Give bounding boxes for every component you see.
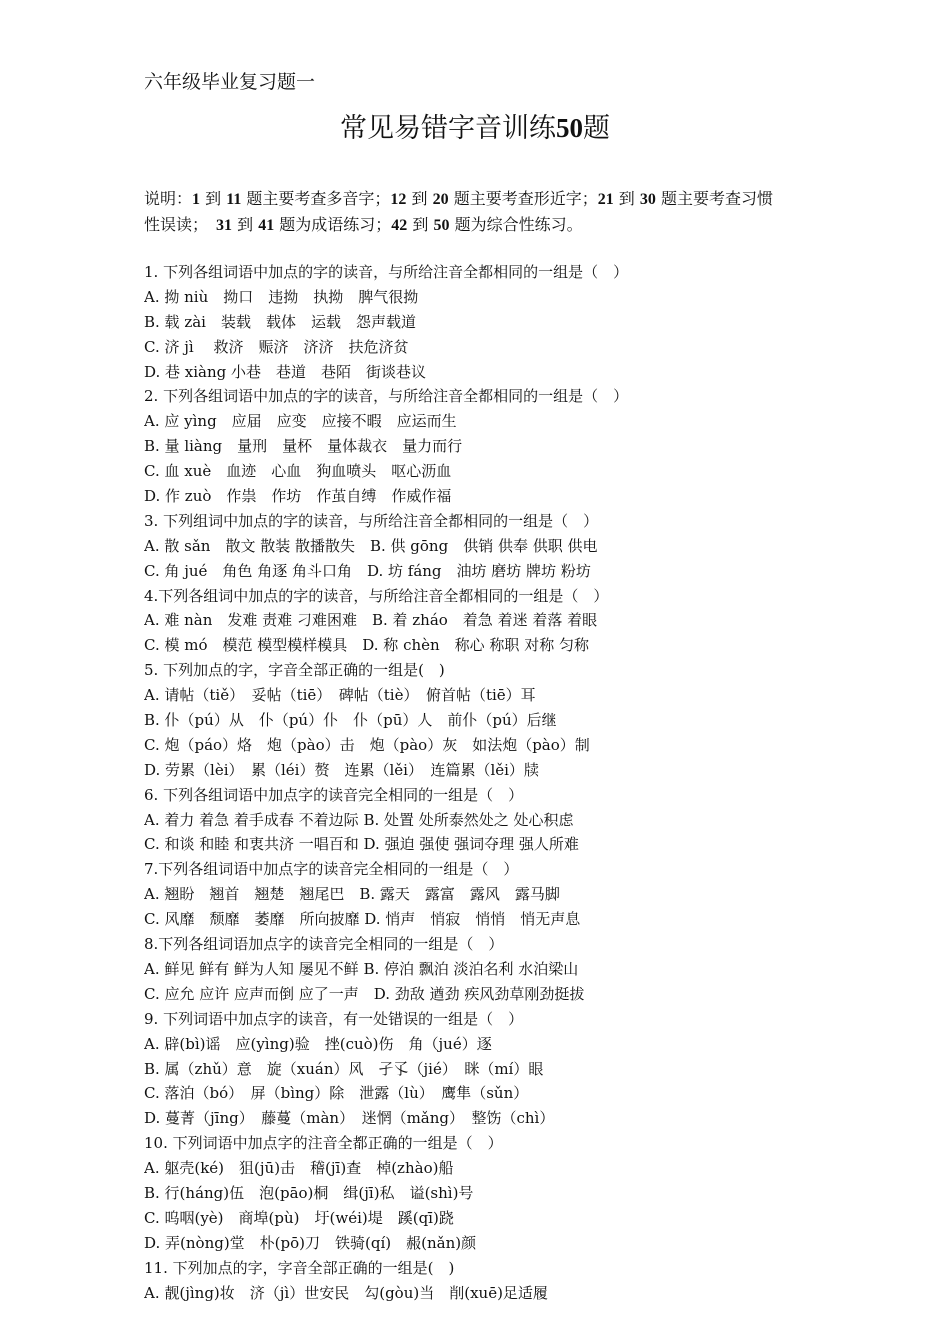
instructions-number: 20 xyxy=(432,191,449,208)
answer-option: A. 散 sǎn 散文 散装 散播散失 B. 供 gōng 供销 供奉 供职 供电 xyxy=(144,536,598,555)
instructions-line-2 xyxy=(144,212,904,238)
instructions-text: 题主要考查多音字； xyxy=(241,189,391,208)
answer-option: A. 躯壳(ké) 狙(jū)击 稽(jī)查 棹(zhào)船 xyxy=(144,1159,454,1178)
answer-option: C. 和谈 和睦 和衷共济 一唱百和 D. 强迫 强使 强词夺理 强人所难 xyxy=(144,835,579,854)
answer-option: C. 呜咽(yè) 商埠(pù) 圩(wéi)堤 蹊(qī)跷 xyxy=(144,1208,454,1227)
question-stem: 1. 下列各组词语中加点的字的读音，与所给注音全都相同的一组是（ ） xyxy=(144,263,629,281)
instructions-number: 21 xyxy=(597,191,614,208)
title-suffix: 题 xyxy=(583,113,610,144)
answer-option: C. 济 jì 救济 赈济 济济 扶危济贫 xyxy=(144,337,409,356)
instructions-number: 30 xyxy=(639,191,656,208)
instructions-number: 11 xyxy=(226,191,242,208)
question-list xyxy=(144,260,914,1305)
answer-option: D. 蔓菁（jīng） 藤蔓（màn） 迷惘（mǎng） 整饬（chì） xyxy=(144,1109,555,1128)
instructions-number: 42 xyxy=(391,217,408,234)
question-stem: 11. 下列加点的字，字音全部正确的一组是( ) xyxy=(144,1258,455,1277)
instructions-number: 41 xyxy=(258,217,275,234)
answer-option: A. 应 yìng 应届 应变 应接不暇 应运而生 xyxy=(144,412,457,431)
question-stem: 9. 下列词语中加点字的读音，有一处错误的一组是（ ） xyxy=(144,1009,524,1028)
question-stem: 3. 下列组词中加点的字的读音，与所给注音全都相同的一组是（ ） xyxy=(144,511,599,530)
answer-option: D. 作 zuò 作祟 作坊 作茧自缚 作威作福 xyxy=(144,487,452,506)
title-text: 常见易错字音训练 xyxy=(340,113,556,144)
question-stem: 7.下列各组词语中加点字的读音完全相同的一组是（ ） xyxy=(144,860,519,879)
answer-option: C. 炮（páo）烙 炮（pào）击 炮（pào）灰 如法炮（pào）制 xyxy=(144,735,590,754)
document-header: 六年级毕业复习题一 xyxy=(144,71,316,93)
instructions-line-1 xyxy=(144,186,904,212)
question-stem: 5. 下列加点的字，字音全部正确的一组是( ) xyxy=(144,661,445,680)
document-title xyxy=(0,110,950,147)
instructions-text: 题为综合性练习。 xyxy=(449,215,583,234)
answer-option: A. 着力 着急 着手成春 不着边际 B. 处置 处所泰然处之 处心积虑 xyxy=(144,810,574,829)
answer-option: A. 拗 niù 拗口 违拗 执拗 脾气很拗 xyxy=(144,287,419,306)
instructions-text: 到 xyxy=(200,189,227,208)
instructions-text: 到 xyxy=(406,189,433,208)
question-stem: 8.下列各组词语加点字的读音完全相同的一组是（ ） xyxy=(144,935,504,954)
answer-option: A. 辟(bì)谣 应(yìng)验 挫(cuò)伤 角（jué）逐 xyxy=(144,1034,492,1053)
answer-option: C. 应允 应许 应声而倒 应了一声 D. 劲敌 遒劲 疾风劲草刚劲挺拔 xyxy=(144,984,585,1003)
instructions-text: 到 xyxy=(232,215,259,234)
answer-option: C. 模 mó 模范 模型模样模具 D. 称 chèn 称心 称职 对称 匀称 xyxy=(144,636,589,655)
answer-option: C. 血 xuè 血迹 心血 狗血喷头 呕心沥血 xyxy=(144,462,452,481)
answer-option: B. 行(háng)伍 泡(pāo)桐 缉(jī)私 谥(shì)号 xyxy=(144,1183,474,1202)
question-stem: 6. 下列各组词语中加点字的读音完全相同的一组是（ ） xyxy=(144,785,524,804)
instructions-text: 题为成语练习； xyxy=(274,215,392,234)
instructions-number: 31 xyxy=(216,217,233,234)
instructions-text: 题主要考查习惯 xyxy=(655,189,773,208)
title-number: 50 xyxy=(556,113,583,143)
instructions-number: 50 xyxy=(433,217,450,234)
instructions-number: 12 xyxy=(390,191,407,208)
answer-option: D. 巷 xiàng 小巷 巷道 巷陌 街谈巷议 xyxy=(144,362,427,381)
answer-option: C. 落泊（bó） 屏（bìng）除 泄露（lù） 鹰隼（sǔn） xyxy=(144,1084,529,1103)
instructions xyxy=(144,186,904,238)
answer-option: A. 翘盼 翘首 翘楚 翘尾巴 B. 露天 露富 露风 露马脚 xyxy=(144,885,560,904)
instructions-text: 到 xyxy=(613,189,640,208)
instructions-text: 性误读； xyxy=(144,215,217,234)
question-stem: 4.下列各组词中加点的字的读音，与所给注音全都相同的一组是（ ） xyxy=(144,586,609,605)
answer-option: C. 风靡 颓靡 萎靡 所向披靡 D. 悄声 悄寂 悄悄 悄无声息 xyxy=(144,910,581,929)
instructions-text: 到 xyxy=(407,215,434,234)
instructions-number: 1 xyxy=(192,191,201,208)
answer-option: C. 角 jué 角色 角逐 角斗口角 D. 坊 fáng 油坊 磨坊 牌坊 粉坊 xyxy=(144,561,591,580)
answer-option: A. 靓(jìng)妆 济（jì）世安民 勾(gòu)当 削(xuē)足适履 xyxy=(144,1283,548,1302)
question-stem: 10. 下列词语中加点字的注音全都正确的一组是（ ） xyxy=(144,1134,503,1153)
answer-option: D. 弄(nòng)堂 朴(pō)刀 铁骑(qí) 赧(nǎn)颜 xyxy=(144,1233,477,1252)
answer-option: A. 请帖（tiě） 妥帖（tiē） 碑帖（tiè） 俯首帖（tiē）耳 xyxy=(144,686,536,705)
instructions-text: 说明： xyxy=(144,189,193,208)
answer-option: B. 量 liàng 量刑 量杯 量体裁衣 量力而行 xyxy=(144,437,463,456)
answer-option: A. 鲜见 鲜有 鲜为人知 屡见不鲜 B. 停泊 飘泊 淡泊名利 水泊梁山 xyxy=(144,959,579,978)
answer-option: B. 载 zài 装载 载体 运载 怨声载道 xyxy=(144,312,416,331)
instructions-text: 题主要考查形近字； xyxy=(448,189,598,208)
answer-option: B. 属（zhǔ）意 旋（xuán）风 孑孓（jié） 眯（mí）眼 xyxy=(144,1059,544,1078)
answer-option: D. 劳累（lèi） 累（léi）赘 连累（lěi） 连篇累（lěi）牍 xyxy=(144,760,539,779)
question-stem: 2. 下列各组词语中加点的字的读音，与所给注音全都相同的一组是（ ） xyxy=(144,387,629,406)
answer-option: B. 仆（pú）从 仆（pú）仆 仆（pū）人 前仆（pú）后继 xyxy=(144,711,557,730)
answer-option: A. 难 nàn 发难 责难 刁难困难 B. 着 zháo 着急 着迷 着落 着眼 xyxy=(144,611,598,630)
